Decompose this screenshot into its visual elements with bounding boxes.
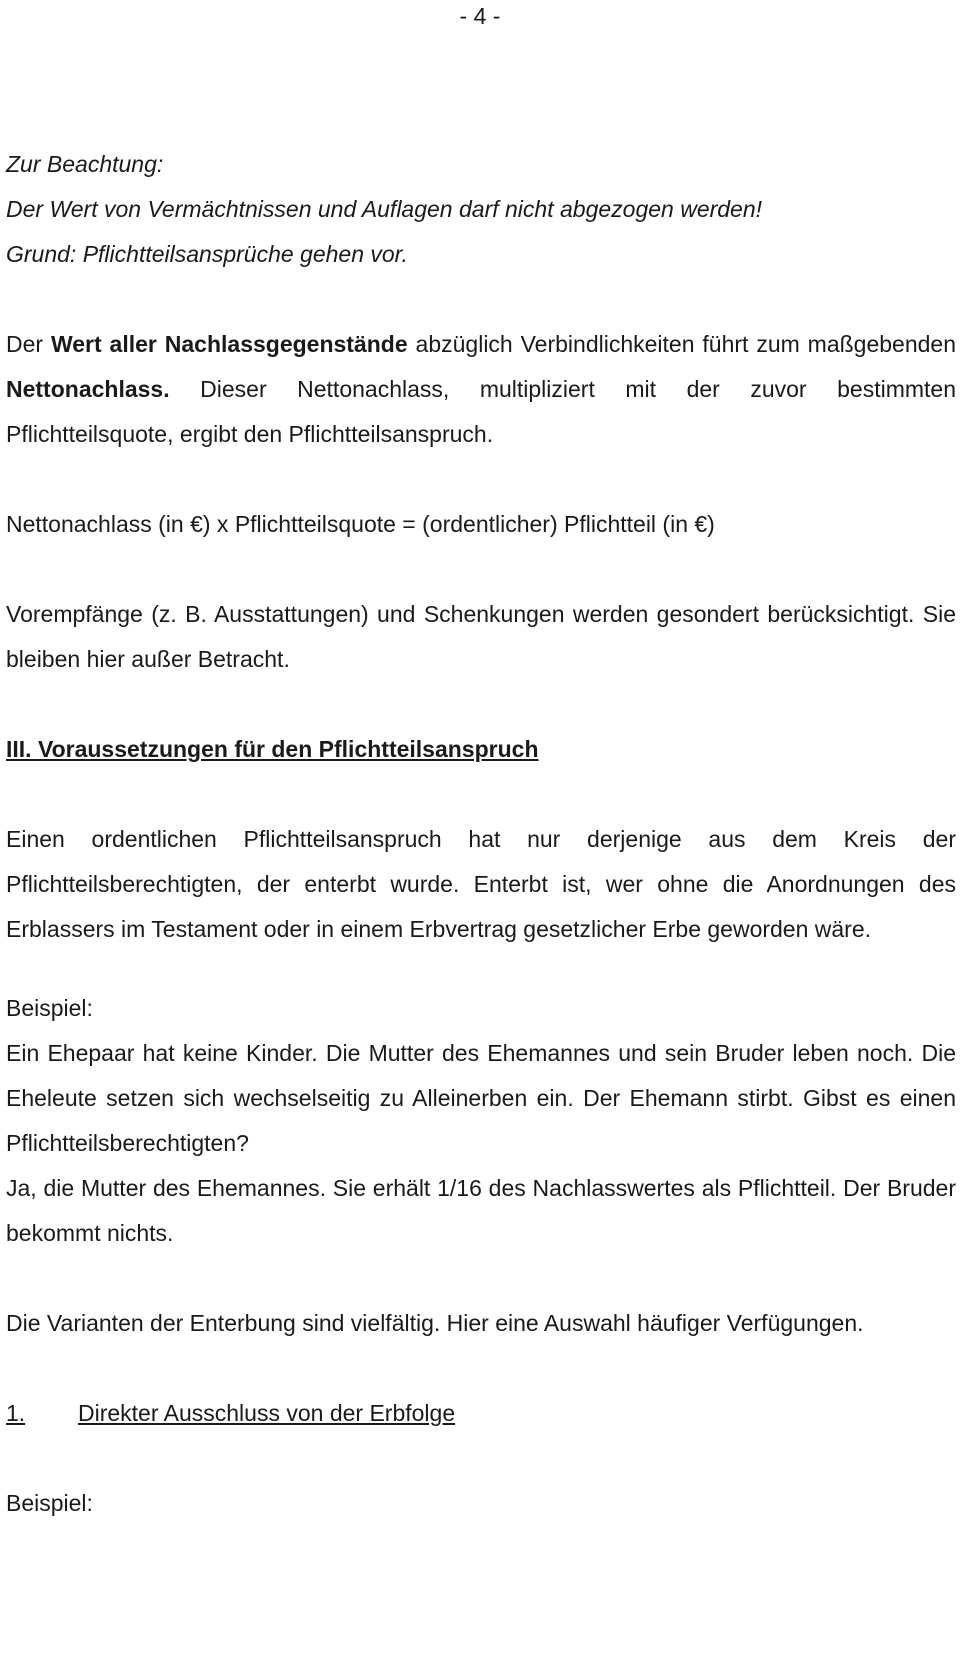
page-number: - 4 - <box>459 3 501 29</box>
note-heading: Zur Beachtung: <box>6 151 164 177</box>
list-item-1 <box>6 1391 956 1436</box>
text-segment: Dieser Nettonachlass, multipliziert mit der zuvor bestimmten Pflichtteilsquote, ergibt den Pflichtteilsanspruch. <box>6 376 956 447</box>
bold-term: Nettonachlass. <box>6 376 170 402</box>
note-line-1: Der Wert von Vermächtnissen und Auflagen darf nicht abgezogen werden! <box>6 196 763 222</box>
paragraph-nettonachlass <box>6 322 956 457</box>
example-label: Beispiel: <box>6 995 93 1021</box>
note-line-2: Grund: Pflichtteilsansprüche gehen vor. <box>6 241 408 267</box>
example-text: Ein Ehepaar hat keine Kinder. Die Mutter des Ehemannes und sein Bruder leben noch. Die Eheleute setzen sich wechselseitig zu Alleinerben ein. Der Ehemann stirbt. Gibst es einen Pflichtteilsberechtigten? <box>6 1040 956 1156</box>
list-number: 1. <box>6 1400 26 1426</box>
bold-term: Wert aller Nachlassgegenstände <box>50 331 408 357</box>
paragraph-vorempfaenge: Vorempfänge (z. B. Ausstattungen) und Schenkungen werden gesondert berücksichtigt. Sie bleiben hier außer Betracht. <box>6 601 956 672</box>
document-body <box>6 142 956 1526</box>
text-segment: Der <box>6 331 51 357</box>
example-answer: Ja, die Mutter des Ehemannes. Sie erhält 1/16 des Nachlasswertes als Pflichtteil. Der Bruder bekommt nichts. <box>6 1175 956 1246</box>
section-body: Einen ordentlichen Pflichtteilsanspruch hat nur derjenige aus dem Kreis der Pflichtteilsberechtigten, der enterbt wurde. Enterbt ist, wer ohne die Anordnungen des Erblassers im Testament oder in einem Erbvertrag gesetzlicher Erbe geworden wäre. <box>6 826 956 942</box>
paragraph-variants: Die Varianten der Enterbung sind vielfältig. Hier eine Auswahl häufiger Verfügungen. <box>6 1310 864 1336</box>
example-label-2: Beispiel: <box>6 1490 93 1516</box>
note-block <box>6 142 956 277</box>
section-title: III. Voraussetzungen für den Pflichtteilsanspruch <box>6 736 539 762</box>
list-title: Direkter Ausschluss von der Erbfolge <box>78 1400 456 1426</box>
text-segment: abzüglich Verbindlichkeiten führt zum maßgebenden <box>407 331 956 357</box>
formula: Nettonachlass (in €) x Pflichtteilsquote = (ordentlicher) Pflichtteil (in €) <box>6 511 715 537</box>
